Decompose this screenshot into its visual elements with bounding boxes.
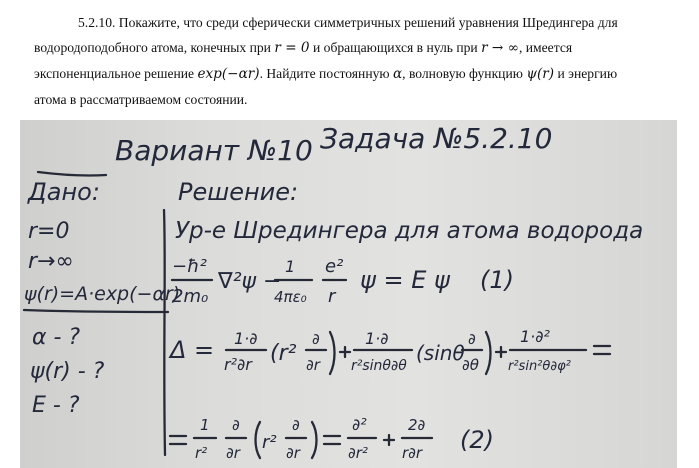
problem-line-1 <box>34 10 674 35</box>
lap-a-num: 1·∂ <box>234 329 258 348</box>
eq2-open-paren <box>256 422 261 458</box>
lap-b-den: r²sinθ∂θ <box>351 358 407 374</box>
eq1-hbar: −ħ² <box>172 256 207 277</box>
find-alpha: α - ? <box>32 325 81 350</box>
eq2-rdr: r∂r <box>402 444 423 462</box>
handwriting-svg <box>20 120 677 468</box>
problem-text-3d: и энергию <box>557 66 618 81</box>
problem-number: 5.2.10. <box>78 15 116 30</box>
lap-b-inner-num: ∂ <box>468 330 476 348</box>
math-exp: exp(−αr) <box>197 66 260 82</box>
eq1-4pi-eps: 4πε₀ <box>274 288 307 306</box>
equation-2 <box>170 415 494 462</box>
eq2-d: ∂ <box>232 416 240 434</box>
eq1-nabla: ∇²ψ − <box>218 269 282 294</box>
eq1-mass: 2m₀ <box>172 286 209 307</box>
lap-a-inner-num: ∂ <box>312 330 320 348</box>
lap-a-inner-den: ∂r <box>306 356 320 374</box>
lap-b-num: 1·∂ <box>365 329 389 348</box>
eq2-dr: ∂r <box>226 444 240 462</box>
given-title: Дано: <box>28 178 100 206</box>
eq1-e-squared: e² <box>325 256 344 277</box>
eq2-one: 1 <box>200 416 210 434</box>
eq2-inner-r2: r² <box>262 432 277 453</box>
eq2-dr2: ∂r² <box>348 444 368 462</box>
eq2-d2: ∂² <box>352 415 367 434</box>
given-psi: ψ(r)=A·exp(−αr) <box>24 283 181 305</box>
given-rinf: r→∞ <box>28 249 74 274</box>
solution-title: Решение: <box>178 178 299 206</box>
lap-a-den: r²∂r <box>224 355 252 374</box>
eq1-one: 1 <box>285 257 296 276</box>
equation-title: Ур-е Шредингера для атома водорода <box>175 218 644 244</box>
problem-line-3 <box>34 61 674 87</box>
lap-b-paren: (sinθ <box>416 341 465 365</box>
problem-text-1: Покажите, что среди сферически симметричных решений уравнения Шредингера для <box>118 15 618 30</box>
problem-line-4 <box>34 87 674 112</box>
problem-text-3: экспоненциальное решение <box>34 66 195 81</box>
lap-c-num: 1·∂² <box>520 327 550 346</box>
given-divider-line <box>24 310 168 312</box>
eq2-number: (2) <box>460 426 494 454</box>
problem-line-2 <box>34 35 674 61</box>
math-alpha: α <box>392 66 403 82</box>
vertical-divider-line <box>164 210 165 455</box>
lap-c-den: r²sin²θ∂φ² <box>508 359 571 374</box>
math-r-infinity: r → ∞ <box>481 40 519 56</box>
equation-laplacian <box>168 327 610 374</box>
task-label: Задача №5.2.10 <box>320 122 553 155</box>
eq2-plus <box>384 435 394 445</box>
handwritten-solution-photo <box>20 120 677 468</box>
eq2-equals-2 <box>324 436 340 444</box>
eq1-r: r <box>328 286 336 307</box>
problem-text-2: водородоподобного атома, конечных при <box>34 40 271 55</box>
problem-text-3b: . Найдите постоянную <box>259 66 390 81</box>
lap-b-close <box>486 332 491 374</box>
problem-text-2b: и обращающихся в нуль при <box>312 40 478 55</box>
problem-text-4: атома в рассматриваемом состоянии. <box>34 92 248 107</box>
given-underline <box>38 172 106 176</box>
variant-label: Вариант №10 <box>115 134 313 167</box>
eq1-energy: ψ = E ψ <box>360 266 450 294</box>
lap-plus-1 <box>340 347 350 357</box>
given-r0: r=0 <box>28 219 70 244</box>
find-energy: E - ? <box>32 393 80 418</box>
lap-b-inner-den: ∂θ <box>462 356 479 374</box>
equation-1 <box>172 256 514 307</box>
eq1-number: (1) <box>480 266 514 294</box>
lap-plus-2 <box>496 347 506 357</box>
eq2-r2: r² <box>195 444 208 462</box>
problem-text-2c: , имеется <box>518 40 573 55</box>
laplacian-symbol: Δ = <box>170 336 215 364</box>
problem-statement <box>34 10 674 112</box>
lap-a-close <box>330 332 335 374</box>
math-r-zero: r = 0 <box>274 40 310 56</box>
find-psi: ψ(r) - ? <box>30 359 105 384</box>
eq2-equals <box>170 436 186 444</box>
eq2-inner-dr: ∂r <box>286 444 300 462</box>
lap-a-paren: (r² <box>270 341 297 366</box>
math-psi: ψ(r) <box>526 66 555 82</box>
eq2-inner-d: ∂ <box>292 416 300 434</box>
eq2-2d: 2∂ <box>408 416 426 434</box>
lap-equals <box>594 346 610 354</box>
problem-text-3c: , волновую функцию <box>402 66 523 81</box>
eq2-close-paren <box>312 422 317 458</box>
